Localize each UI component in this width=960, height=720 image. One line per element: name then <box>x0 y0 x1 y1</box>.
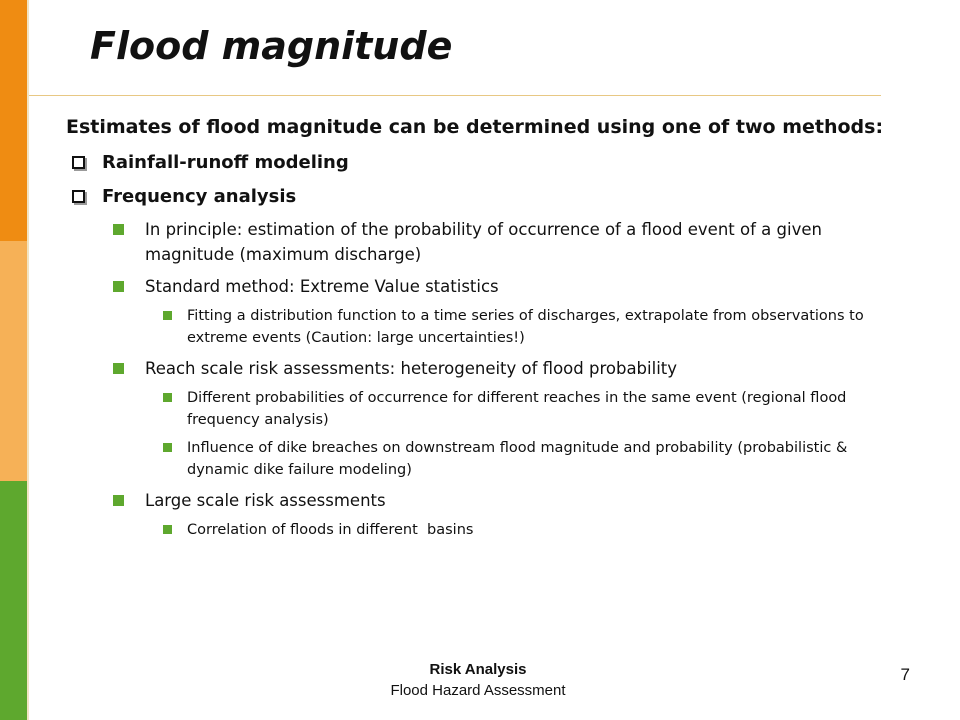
method-item <box>66 150 896 176</box>
side-bar-green <box>0 481 27 720</box>
footer-subtitle: Flood Hazard Assessment <box>390 682 566 699</box>
slide-title: Flood magnitude <box>90 24 453 68</box>
frequency-point <box>113 217 869 267</box>
page-number: 7 <box>900 665 910 684</box>
intro-text: Estimates of flood magnitude can be determined using one of two methods: <box>66 116 884 138</box>
sub-point <box>163 437 873 481</box>
side-bar-light-orange <box>0 241 27 481</box>
square-bullet-icon <box>113 363 124 374</box>
footer-title: Risk Analysis <box>429 661 527 678</box>
square-bullet-icon <box>163 311 172 320</box>
square-bullet-icon <box>113 495 124 506</box>
side-bar-orange <box>0 0 27 241</box>
checkbox-bullet-icon <box>72 190 85 203</box>
point-text: Large scale risk assessments <box>145 491 386 510</box>
sub-point-text: Different probabilities of occurrence for different reaches in the same event (regional flood frequency analysis) <box>187 390 847 428</box>
point-text: In principle: estimation of the probability of occurrence of a flood event of a given magnitude (maximum discharge) <box>145 220 822 264</box>
method-label: Rainfall-runoff modeling <box>102 152 349 173</box>
frequency-point <box>113 274 869 299</box>
point-text: Reach scale risk assessments: heterogeneity of flood probability <box>145 359 678 378</box>
sub-point-text: Influence of dike breaches on downstream flood magnitude and probability (probabilistic & dynamic dike failure modeling) <box>187 440 848 478</box>
vertical-divider <box>27 0 29 720</box>
sub-point <box>163 387 873 431</box>
square-bullet-icon <box>163 393 172 402</box>
slide-content <box>66 112 896 541</box>
sub-point <box>163 305 873 349</box>
point-text: Standard method: Extreme Value statistics <box>145 277 499 296</box>
square-bullet-icon <box>113 224 124 235</box>
square-bullet-icon <box>163 443 172 452</box>
checkbox-bullet-icon <box>72 156 85 169</box>
square-bullet-icon <box>113 281 124 292</box>
sub-point-text: Fitting a distribution function to a time series of discharges, extrapolate from observations to extreme events (Caution: large uncertainties!) <box>187 308 864 346</box>
method-item <box>66 184 896 210</box>
method-label: Frequency analysis <box>102 186 297 207</box>
sub-point-text: Correlation of floods in different basins <box>187 522 474 538</box>
title-divider <box>29 95 881 96</box>
frequency-point <box>113 488 869 513</box>
frequency-point <box>113 356 869 381</box>
square-bullet-icon <box>163 525 172 534</box>
sub-point <box>163 519 873 541</box>
